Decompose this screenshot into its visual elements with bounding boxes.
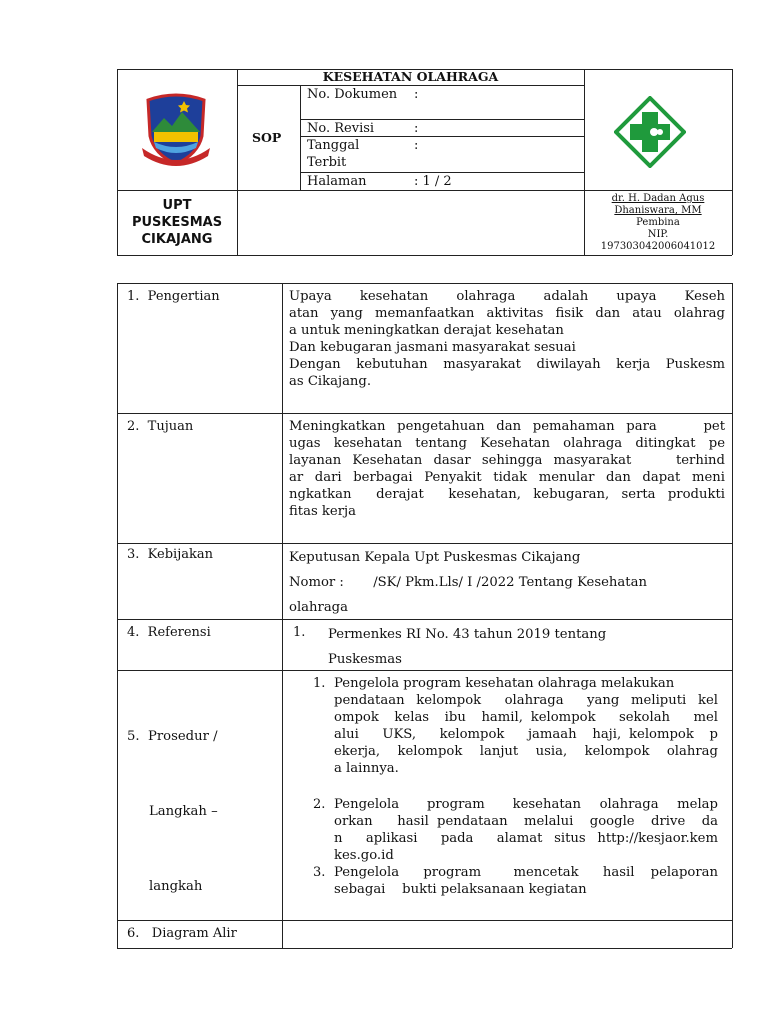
signatory-name: Dhaniswara, MM — [614, 205, 702, 216]
text-line: as Cikajang. — [289, 374, 372, 389]
text-line: orkan hasil pendataan melalui google drive da — [334, 814, 718, 829]
text-line: atan yang memanfaatkan aktivitas fisik dan atau olahrag — [289, 306, 725, 321]
field-no-revisi-label: No. Revisi — [307, 121, 375, 136]
signatory-nip-label: NIP. — [647, 229, 669, 240]
text-line: Nomor : /SK/ Pkm.Lls/ I /2022 Tentang Kesehatan — [289, 575, 647, 590]
text-line: Permenkes RI No. 43 tahun 2019 tentang — [328, 627, 607, 642]
field-no-dokumen-value: : — [414, 87, 419, 102]
procedure-step-1 — [334, 675, 718, 777]
puskesmas-green-cross-icon — [614, 96, 686, 168]
list-number: 2. — [313, 797, 326, 812]
row-content-tujuan — [289, 418, 725, 520]
text-line: pendataan kelompok olahraga yang meliputi kel — [334, 693, 718, 708]
signatory-role: Pembina — [636, 217, 680, 228]
procedure-step-2 — [334, 796, 718, 864]
field-no-revisi-value: : — [414, 121, 419, 136]
text-line: ugas kesehatan tentang Kesehatan olahraga ditingkat pe — [289, 436, 725, 451]
regency-coat-of-arms-icon — [140, 92, 212, 168]
org-name-line: CIKAJANG — [141, 232, 213, 247]
text-line: Pengelola program kesehatan olahraga melakukan — [334, 676, 675, 691]
list-number: 1. — [293, 625, 306, 640]
signatory-nip: 197303042006041012 — [600, 241, 716, 252]
text-line: kes.go.id — [334, 848, 394, 863]
text-line: a lainnya. — [334, 761, 399, 776]
text-line: n aplikasi pada alamat situs http://kesjaor.kem — [334, 831, 718, 846]
sop-label: SOP — [252, 130, 282, 145]
text-line: olahraga — [289, 600, 348, 615]
row-label-kebijakan: 3. Kebijakan — [127, 547, 213, 562]
text-line: Keputusan Kepala Upt Puskesmas Cikajang — [289, 550, 581, 565]
text-line: Pengelola program kesehatan olahraga melap — [334, 797, 718, 812]
row-label-prosedur — [127, 674, 218, 924]
text-line: Dengan kebutuhan masyarakat diwilayah kerja Puskesm — [289, 357, 725, 372]
label-line: Langkah – — [149, 804, 218, 819]
text-line: Upaya kesehatan olahraga adalah upaya Keseh — [289, 289, 725, 304]
text-line: sebagai bukti pelaksanaan kegiatan — [334, 882, 587, 897]
sop-title: KESEHATAN OLAHRAGA — [322, 69, 499, 84]
procedure-step-3 — [334, 864, 718, 898]
row-label-tujuan: 2. Tujuan — [127, 419, 194, 434]
text-line: ekerja, kelompok lanjut usia, kelompok olahrag — [334, 744, 718, 759]
text-line: Dan kebugaran jasmani masyarakat sesuai — [289, 340, 576, 355]
row-content-kebijakan — [289, 545, 725, 620]
signatory-block — [584, 193, 732, 253]
text-line: layanan Kesehatan dasar sehingga masyarakat terhind — [289, 453, 725, 468]
field-halaman-value: : 1 / 2 — [414, 174, 452, 189]
label-line: langkah — [149, 879, 203, 894]
row-label-referensi: 4. Referensi — [127, 625, 211, 640]
field-tanggal-terbit-label: Tanggal Terbit — [307, 138, 360, 170]
org-name-line: PUSKESMAS — [131, 215, 223, 230]
text-line: Meningkatkan pengetahuan dan pemahaman para pet — [289, 419, 725, 434]
text-line: alui UKS, kelompok jamaah haji, kelompok p — [334, 727, 718, 742]
text-line: Puskesmas — [328, 652, 402, 667]
org-name-line: UPT — [162, 198, 192, 213]
text-line: ar dari berbagai Penyakit tidak menular dan dapat meni — [289, 470, 725, 485]
row-content-pengertian — [289, 288, 725, 390]
row-label-diagram-alir: 6. Diagram Alir — [127, 926, 237, 941]
text-line: a untuk meningkatkan derajat kesehatan — [289, 323, 564, 338]
row-content-referensi — [328, 622, 728, 672]
text-line: fitas kerja — [289, 504, 356, 519]
list-number: 1. — [313, 676, 326, 691]
list-number: 3. — [313, 865, 326, 880]
row-label-pengertian: 1. Pengertian — [127, 289, 220, 304]
text-line: ngkatkan derajat kesehatan, kebugaran, serta produkti — [289, 487, 725, 502]
field-no-dokumen-label: No. Dokumen — [307, 87, 398, 102]
signatory-name: dr. H. Dadan Agus — [611, 193, 705, 204]
text-line: ompok kelas ibu hamil, kelompok sekolah mel — [334, 710, 718, 725]
text-line: Pengelola program mencetak hasil pelaporan — [334, 865, 718, 880]
label-line: 5. Prosedur / — [127, 729, 218, 744]
field-tanggal-terbit-value: : — [414, 138, 419, 153]
field-halaman-label: Halaman — [307, 174, 367, 189]
org-name — [117, 197, 237, 248]
